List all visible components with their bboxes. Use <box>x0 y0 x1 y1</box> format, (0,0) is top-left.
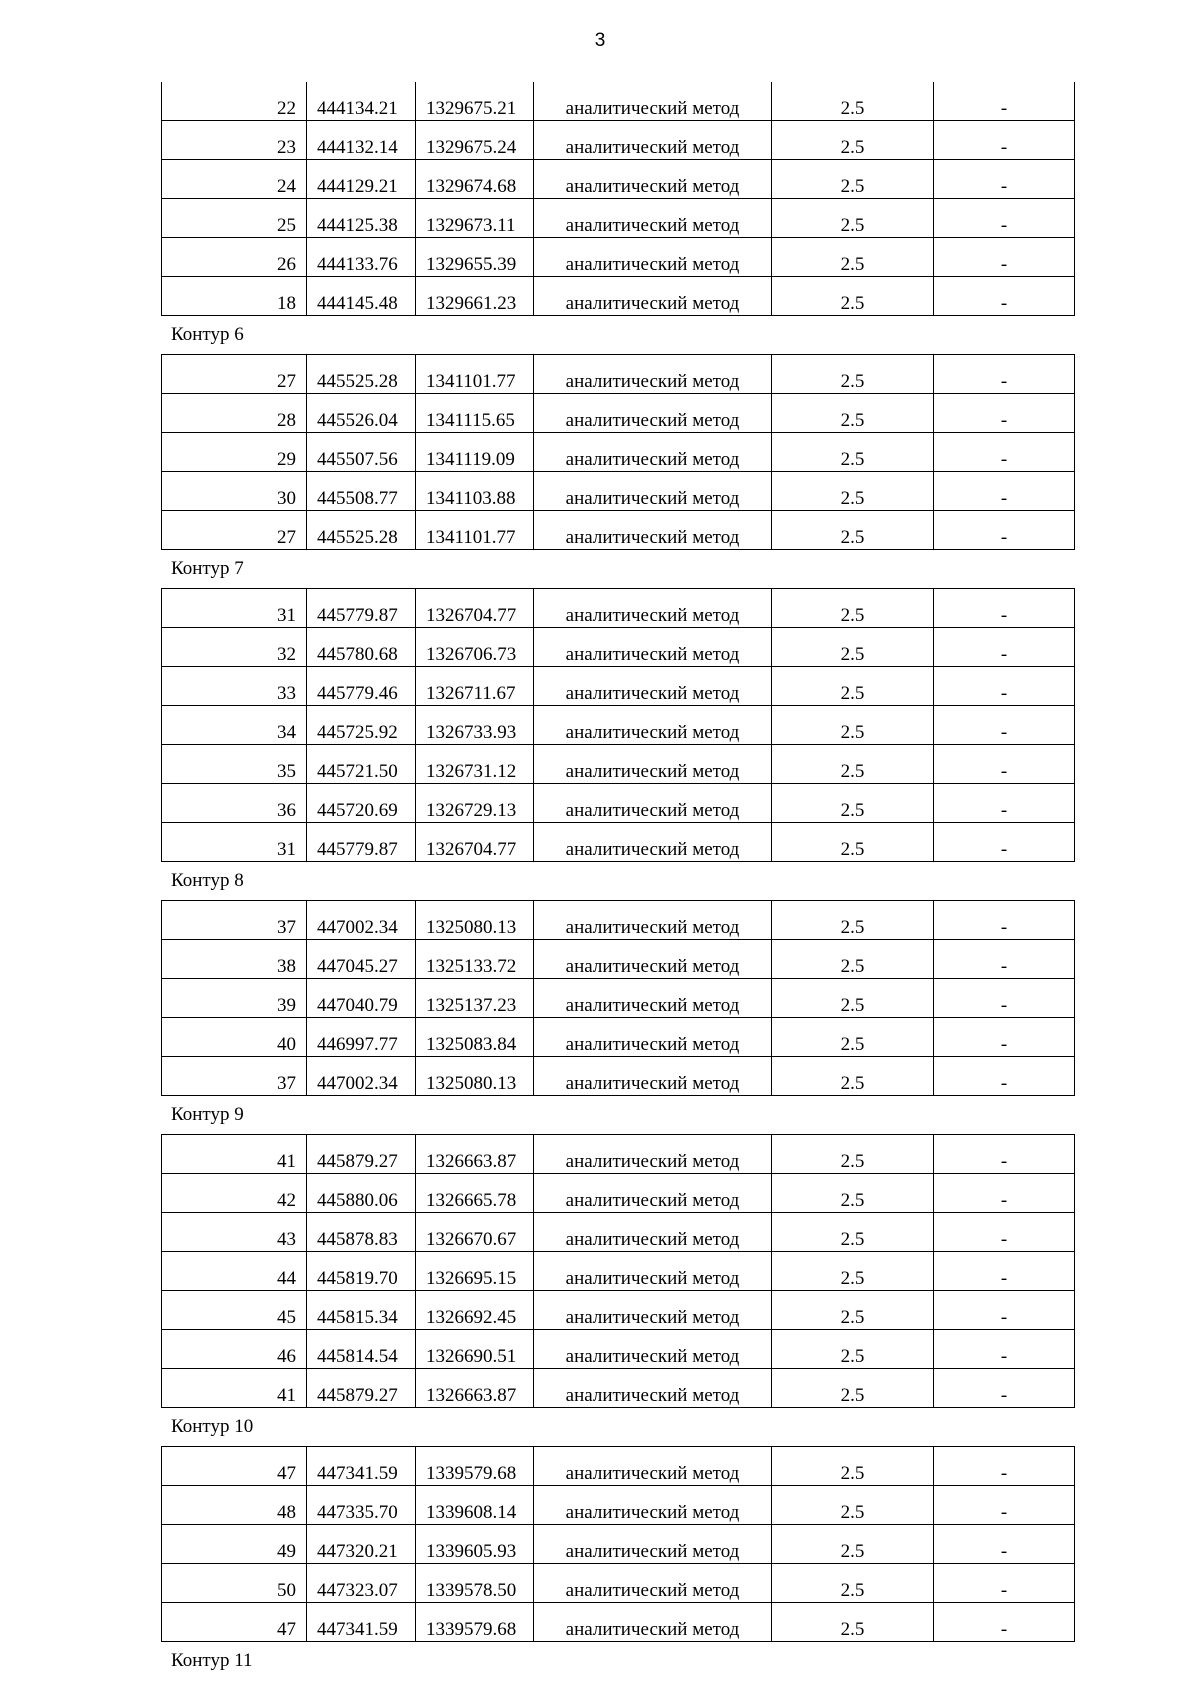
x-coordinate-cell: 445507.56 <box>307 433 416 472</box>
contour-label: Контур 9 <box>171 1104 244 1125</box>
description-cell: - <box>934 160 1075 199</box>
accuracy-cell: 2.5 <box>772 1057 934 1096</box>
description-cell: - <box>934 433 1075 472</box>
y-coordinate-cell: 1329674.68 <box>416 160 534 199</box>
accuracy-cell: 2.5 <box>772 355 934 394</box>
coordinates-table <box>161 1134 1075 1408</box>
y-coordinate-cell: 1341101.77 <box>416 511 534 550</box>
table-row <box>162 1330 1075 1369</box>
point-number-cell: 29 <box>162 433 307 472</box>
y-coordinate-cell: 1325133.72 <box>416 940 534 979</box>
description-cell: - <box>934 82 1075 121</box>
point-number-cell: 47 <box>162 1603 307 1642</box>
description-cell: - <box>934 589 1075 628</box>
method-cell: аналитический метод <box>534 979 772 1018</box>
method-cell: аналитический метод <box>534 238 772 277</box>
y-coordinate-cell: 1341115.65 <box>416 394 534 433</box>
method-cell: аналитический метод <box>534 745 772 784</box>
description-cell: - <box>934 238 1075 277</box>
point-number-cell: 18 <box>162 277 307 316</box>
x-coordinate-cell: 444145.48 <box>307 277 416 316</box>
y-coordinate-cell: 1326692.45 <box>416 1291 534 1330</box>
x-coordinate-cell: 447341.59 <box>307 1447 416 1486</box>
table-row <box>162 901 1075 940</box>
point-number-cell: 42 <box>162 1174 307 1213</box>
table-row <box>162 277 1075 316</box>
point-number-cell: 30 <box>162 472 307 511</box>
method-cell: аналитический метод <box>534 199 772 238</box>
table-row <box>162 1603 1075 1642</box>
point-number-cell: 47 <box>162 1447 307 1486</box>
accuracy-cell: 2.5 <box>772 1291 934 1330</box>
table-row <box>162 1564 1075 1603</box>
table-row <box>162 1174 1075 1213</box>
method-cell: аналитический метод <box>534 1369 772 1408</box>
description-cell: - <box>934 1135 1075 1174</box>
method-cell: аналитический метод <box>534 1018 772 1057</box>
point-number-cell: 37 <box>162 1057 307 1096</box>
point-number-cell: 41 <box>162 1135 307 1174</box>
method-cell: аналитический метод <box>534 1564 772 1603</box>
x-coordinate-cell: 445525.28 <box>307 355 416 394</box>
point-number-cell: 45 <box>162 1291 307 1330</box>
method-cell: аналитический метод <box>534 667 772 706</box>
method-cell: аналитический метод <box>534 1252 772 1291</box>
coordinates-table <box>161 900 1075 1096</box>
table-row <box>162 1447 1075 1486</box>
point-number-cell: 48 <box>162 1486 307 1525</box>
description-cell: - <box>934 1291 1075 1330</box>
accuracy-cell: 2.5 <box>772 82 934 121</box>
table-row <box>162 121 1075 160</box>
contour-label: Контур 11 <box>171 1650 253 1671</box>
x-coordinate-cell: 445878.83 <box>307 1213 416 1252</box>
table-row <box>162 160 1075 199</box>
point-number-cell: 27 <box>162 355 307 394</box>
accuracy-cell: 2.5 <box>772 667 934 706</box>
accuracy-cell: 2.5 <box>772 706 934 745</box>
method-cell: аналитический метод <box>534 589 772 628</box>
point-number-cell: 23 <box>162 121 307 160</box>
y-coordinate-cell: 1329655.39 <box>416 238 534 277</box>
table-row <box>162 199 1075 238</box>
description-cell: - <box>934 706 1075 745</box>
y-coordinate-cell: 1326670.67 <box>416 1213 534 1252</box>
point-number-cell: 32 <box>162 628 307 667</box>
description-cell: - <box>934 1525 1075 1564</box>
table-row <box>162 1486 1075 1525</box>
x-coordinate-cell: 447335.70 <box>307 1486 416 1525</box>
description-cell: - <box>934 667 1075 706</box>
accuracy-cell: 2.5 <box>772 745 934 784</box>
accuracy-cell: 2.5 <box>772 1369 934 1408</box>
accuracy-cell: 2.5 <box>772 121 934 160</box>
contour-label: Контур 10 <box>171 1416 254 1437</box>
accuracy-cell: 2.5 <box>772 940 934 979</box>
x-coordinate-cell: 445721.50 <box>307 745 416 784</box>
y-coordinate-cell: 1326711.67 <box>416 667 534 706</box>
description-cell: - <box>934 901 1075 940</box>
point-number-cell: 35 <box>162 745 307 784</box>
description-cell: - <box>934 1213 1075 1252</box>
method-cell: аналитический метод <box>534 121 772 160</box>
x-coordinate-cell: 446997.77 <box>307 1018 416 1057</box>
table-row <box>162 1525 1075 1564</box>
description-cell: - <box>934 823 1075 862</box>
description-cell: - <box>934 745 1075 784</box>
point-number-cell: 43 <box>162 1213 307 1252</box>
accuracy-cell: 2.5 <box>772 1174 934 1213</box>
y-coordinate-cell: 1341101.77 <box>416 355 534 394</box>
coordinates-table <box>161 1446 1075 1642</box>
coordinates-document <box>161 82 1074 1680</box>
y-coordinate-cell: 1326695.15 <box>416 1252 534 1291</box>
method-cell: аналитический метод <box>534 901 772 940</box>
point-number-cell: 49 <box>162 1525 307 1564</box>
x-coordinate-cell: 445815.34 <box>307 1291 416 1330</box>
x-coordinate-cell: 444125.38 <box>307 199 416 238</box>
description-cell: - <box>934 1603 1075 1642</box>
description-cell: - <box>934 1447 1075 1486</box>
y-coordinate-cell: 1325080.13 <box>416 901 534 940</box>
accuracy-cell: 2.5 <box>772 1447 934 1486</box>
table-row <box>162 1057 1075 1096</box>
point-number-cell: 41 <box>162 1369 307 1408</box>
x-coordinate-cell: 445725.92 <box>307 706 416 745</box>
method-cell: аналитический метод <box>534 511 772 550</box>
point-number-cell: 31 <box>162 589 307 628</box>
x-coordinate-cell: 447045.27 <box>307 940 416 979</box>
x-coordinate-cell: 445525.28 <box>307 511 416 550</box>
accuracy-cell: 2.5 <box>772 472 934 511</box>
point-number-cell: 33 <box>162 667 307 706</box>
y-coordinate-cell: 1326706.73 <box>416 628 534 667</box>
method-cell: аналитический метод <box>534 394 772 433</box>
y-coordinate-cell: 1326729.13 <box>416 784 534 823</box>
point-number-cell: 38 <box>162 940 307 979</box>
table-row <box>162 355 1075 394</box>
method-cell: аналитический метод <box>534 1603 772 1642</box>
method-cell: аналитический метод <box>534 1057 772 1096</box>
table-row <box>162 706 1075 745</box>
table-row <box>162 1213 1075 1252</box>
accuracy-cell: 2.5 <box>772 277 934 316</box>
x-coordinate-cell: 445879.27 <box>307 1135 416 1174</box>
table-row <box>162 628 1075 667</box>
y-coordinate-cell: 1325137.23 <box>416 979 534 1018</box>
point-number-cell: 39 <box>162 979 307 1018</box>
x-coordinate-cell: 445779.46 <box>307 667 416 706</box>
method-cell: аналитический метод <box>534 1213 772 1252</box>
description-cell: - <box>934 121 1075 160</box>
accuracy-cell: 2.5 <box>772 1213 934 1252</box>
x-coordinate-cell: 445526.04 <box>307 394 416 433</box>
y-coordinate-cell: 1326663.87 <box>416 1135 534 1174</box>
x-coordinate-cell: 445779.87 <box>307 823 416 862</box>
x-coordinate-cell: 445508.77 <box>307 472 416 511</box>
description-cell: - <box>934 1564 1075 1603</box>
description-cell: - <box>934 979 1075 1018</box>
x-coordinate-cell: 444132.14 <box>307 121 416 160</box>
y-coordinate-cell: 1341103.88 <box>416 472 534 511</box>
point-number-cell: 31 <box>162 823 307 862</box>
accuracy-cell: 2.5 <box>772 1018 934 1057</box>
accuracy-cell: 2.5 <box>772 1486 934 1525</box>
method-cell: аналитический метод <box>534 940 772 979</box>
table-row <box>162 1369 1075 1408</box>
method-cell: аналитический метод <box>534 628 772 667</box>
table-row <box>162 1018 1075 1057</box>
method-cell: аналитический метод <box>534 355 772 394</box>
description-cell: - <box>934 1369 1075 1408</box>
y-coordinate-cell: 1339578.50 <box>416 1564 534 1603</box>
point-number-cell: 28 <box>162 394 307 433</box>
description-cell: - <box>934 394 1075 433</box>
table-row <box>162 433 1075 472</box>
accuracy-cell: 2.5 <box>772 394 934 433</box>
method-cell: аналитический метод <box>534 433 772 472</box>
accuracy-cell: 2.5 <box>772 784 934 823</box>
y-coordinate-cell: 1339579.68 <box>416 1603 534 1642</box>
x-coordinate-cell: 445720.69 <box>307 784 416 823</box>
x-coordinate-cell: 447002.34 <box>307 901 416 940</box>
x-coordinate-cell: 447323.07 <box>307 1564 416 1603</box>
y-coordinate-cell: 1326704.77 <box>416 589 534 628</box>
x-coordinate-cell: 447320.21 <box>307 1525 416 1564</box>
table-row <box>162 823 1075 862</box>
x-coordinate-cell: 444133.76 <box>307 238 416 277</box>
description-cell: - <box>934 1486 1075 1525</box>
description-cell: - <box>934 1252 1075 1291</box>
accuracy-cell: 2.5 <box>772 1135 934 1174</box>
contour-label: Контур 8 <box>171 870 244 891</box>
point-number-cell: 26 <box>162 238 307 277</box>
coordinates-table <box>161 82 1075 316</box>
x-coordinate-cell: 447002.34 <box>307 1057 416 1096</box>
table-row <box>162 1135 1075 1174</box>
method-cell: аналитический метод <box>534 82 772 121</box>
method-cell: аналитический метод <box>534 277 772 316</box>
x-coordinate-cell: 447341.59 <box>307 1603 416 1642</box>
method-cell: аналитический метод <box>534 1135 772 1174</box>
x-coordinate-cell: 445879.27 <box>307 1369 416 1408</box>
method-cell: аналитический метод <box>534 1174 772 1213</box>
description-cell: - <box>934 1018 1075 1057</box>
table-row <box>162 511 1075 550</box>
table-row <box>162 667 1075 706</box>
accuracy-cell: 2.5 <box>772 628 934 667</box>
x-coordinate-cell: 444134.21 <box>307 82 416 121</box>
y-coordinate-cell: 1329673.11 <box>416 199 534 238</box>
accuracy-cell: 2.5 <box>772 979 934 1018</box>
point-number-cell: 36 <box>162 784 307 823</box>
contour-label: Контур 6 <box>171 324 244 345</box>
description-cell: - <box>934 940 1075 979</box>
description-cell: - <box>934 1330 1075 1369</box>
description-cell: - <box>934 628 1075 667</box>
point-number-cell: 34 <box>162 706 307 745</box>
y-coordinate-cell: 1329675.24 <box>416 121 534 160</box>
point-number-cell: 40 <box>162 1018 307 1057</box>
accuracy-cell: 2.5 <box>772 901 934 940</box>
method-cell: аналитический метод <box>534 1525 772 1564</box>
y-coordinate-cell: 1341119.09 <box>416 433 534 472</box>
accuracy-cell: 2.5 <box>772 1603 934 1642</box>
x-coordinate-cell: 445780.68 <box>307 628 416 667</box>
method-cell: аналитический метод <box>534 706 772 745</box>
description-cell: - <box>934 355 1075 394</box>
x-coordinate-cell: 445779.87 <box>307 589 416 628</box>
y-coordinate-cell: 1325080.13 <box>416 1057 534 1096</box>
y-coordinate-cell: 1339605.93 <box>416 1525 534 1564</box>
table-row <box>162 238 1075 277</box>
table-row <box>162 1291 1075 1330</box>
coordinates-table <box>161 588 1075 862</box>
method-cell: аналитический метод <box>534 1486 772 1525</box>
y-coordinate-cell: 1339608.14 <box>416 1486 534 1525</box>
description-cell: - <box>934 199 1075 238</box>
y-coordinate-cell: 1329661.23 <box>416 277 534 316</box>
point-number-cell: 50 <box>162 1564 307 1603</box>
method-cell: аналитический метод <box>534 472 772 511</box>
y-coordinate-cell: 1326704.77 <box>416 823 534 862</box>
description-cell: - <box>934 1057 1075 1096</box>
table-row <box>162 1252 1075 1291</box>
table-row <box>162 472 1075 511</box>
accuracy-cell: 2.5 <box>772 1252 934 1291</box>
method-cell: аналитический метод <box>534 1291 772 1330</box>
point-number-cell: 44 <box>162 1252 307 1291</box>
table-row <box>162 784 1075 823</box>
table-row <box>162 82 1075 121</box>
y-coordinate-cell: 1329675.21 <box>416 82 534 121</box>
page-number: 3 <box>594 30 606 51</box>
accuracy-cell: 2.5 <box>772 511 934 550</box>
coordinates-table <box>161 354 1075 550</box>
method-cell: аналитический метод <box>534 1447 772 1486</box>
x-coordinate-cell: 445880.06 <box>307 1174 416 1213</box>
method-cell: аналитический метод <box>534 784 772 823</box>
y-coordinate-cell: 1325083.84 <box>416 1018 534 1057</box>
x-coordinate-cell: 445814.54 <box>307 1330 416 1369</box>
point-number-cell: 46 <box>162 1330 307 1369</box>
method-cell: аналитический метод <box>534 160 772 199</box>
accuracy-cell: 2.5 <box>772 238 934 277</box>
y-coordinate-cell: 1339579.68 <box>416 1447 534 1486</box>
accuracy-cell: 2.5 <box>772 1330 934 1369</box>
y-coordinate-cell: 1326733.93 <box>416 706 534 745</box>
table-row <box>162 394 1075 433</box>
description-cell: - <box>934 472 1075 511</box>
method-cell: аналитический метод <box>534 1330 772 1369</box>
description-cell: - <box>934 277 1075 316</box>
table-row <box>162 745 1075 784</box>
table-row <box>162 940 1075 979</box>
table-row <box>162 589 1075 628</box>
accuracy-cell: 2.5 <box>772 823 934 862</box>
method-cell: аналитический метод <box>534 823 772 862</box>
description-cell: - <box>934 784 1075 823</box>
accuracy-cell: 2.5 <box>772 160 934 199</box>
contour-label: Контур 7 <box>171 558 244 579</box>
accuracy-cell: 2.5 <box>772 1564 934 1603</box>
description-cell: - <box>934 511 1075 550</box>
point-number-cell: 27 <box>162 511 307 550</box>
y-coordinate-cell: 1326663.87 <box>416 1369 534 1408</box>
accuracy-cell: 2.5 <box>772 433 934 472</box>
accuracy-cell: 2.5 <box>772 589 934 628</box>
x-coordinate-cell: 445819.70 <box>307 1252 416 1291</box>
x-coordinate-cell: 447040.79 <box>307 979 416 1018</box>
point-number-cell: 24 <box>162 160 307 199</box>
point-number-cell: 25 <box>162 199 307 238</box>
y-coordinate-cell: 1326690.51 <box>416 1330 534 1369</box>
accuracy-cell: 2.5 <box>772 1525 934 1564</box>
point-number-cell: 37 <box>162 901 307 940</box>
x-coordinate-cell: 444129.21 <box>307 160 416 199</box>
point-number-cell: 22 <box>162 82 307 121</box>
y-coordinate-cell: 1326665.78 <box>416 1174 534 1213</box>
y-coordinate-cell: 1326731.12 <box>416 745 534 784</box>
table-row <box>162 979 1075 1018</box>
description-cell: - <box>934 1174 1075 1213</box>
accuracy-cell: 2.5 <box>772 199 934 238</box>
